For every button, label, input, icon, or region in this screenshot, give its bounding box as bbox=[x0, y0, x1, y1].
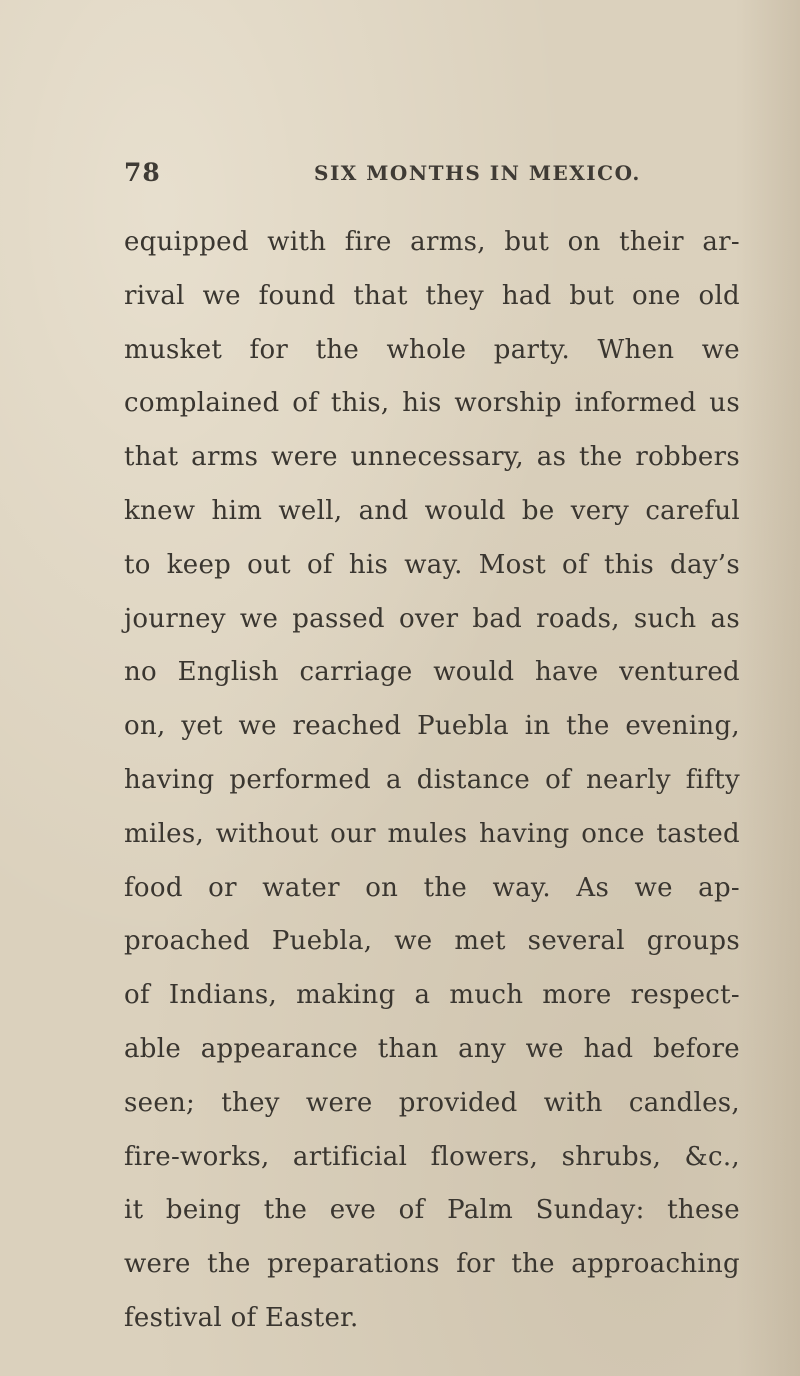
text-line: miles, without our mules having once tasted bbox=[124, 818, 740, 849]
running-title: SIX MONTHS IN MEXICO. bbox=[314, 161, 641, 185]
text-line: on, yet we reached Puebla in the evening, bbox=[124, 711, 740, 742]
page-number: 78 bbox=[124, 158, 161, 187]
text-line: no English carriage would have ventured bbox=[124, 657, 740, 688]
text-line: it being the eve of Palm Sunday: these bbox=[124, 1195, 740, 1226]
text-line: festival of Easter. bbox=[124, 1302, 359, 1333]
text-line: food or water on the way. As we ap- bbox=[124, 872, 740, 903]
text-line: seen; they were provided with candles, bbox=[124, 1087, 740, 1118]
text-line: were the preparations for the approaching bbox=[124, 1249, 740, 1280]
page-header bbox=[124, 158, 740, 198]
text-line: complained of this, his worship informed us bbox=[124, 388, 740, 419]
text-line: equipped with fire arms, but on their ar- bbox=[124, 227, 740, 257]
text-line: rival we found that they had but one old bbox=[124, 280, 740, 311]
text-line: that arms were unnecessary, as the robbers bbox=[124, 442, 740, 473]
text-line: able appearance than any we had before bbox=[124, 1033, 740, 1064]
text-line: proached Puebla, we met several groups bbox=[124, 926, 740, 957]
body-paragraph bbox=[124, 216, 740, 1346]
text-line: to keep out of his way. Most of this day’s bbox=[124, 549, 740, 580]
text-line: journey we passed over bad roads, such as bbox=[124, 603, 740, 634]
text-line: having performed a distance of nearly fifty bbox=[124, 764, 740, 795]
text-line: musket for the whole party. When we bbox=[124, 334, 740, 365]
text-line: of Indians, making a much more respect- bbox=[124, 980, 740, 1011]
text-line: knew him well, and would be very careful bbox=[124, 495, 740, 526]
text-line: fire-works, artificial flowers, shrubs, &c., bbox=[124, 1141, 740, 1172]
